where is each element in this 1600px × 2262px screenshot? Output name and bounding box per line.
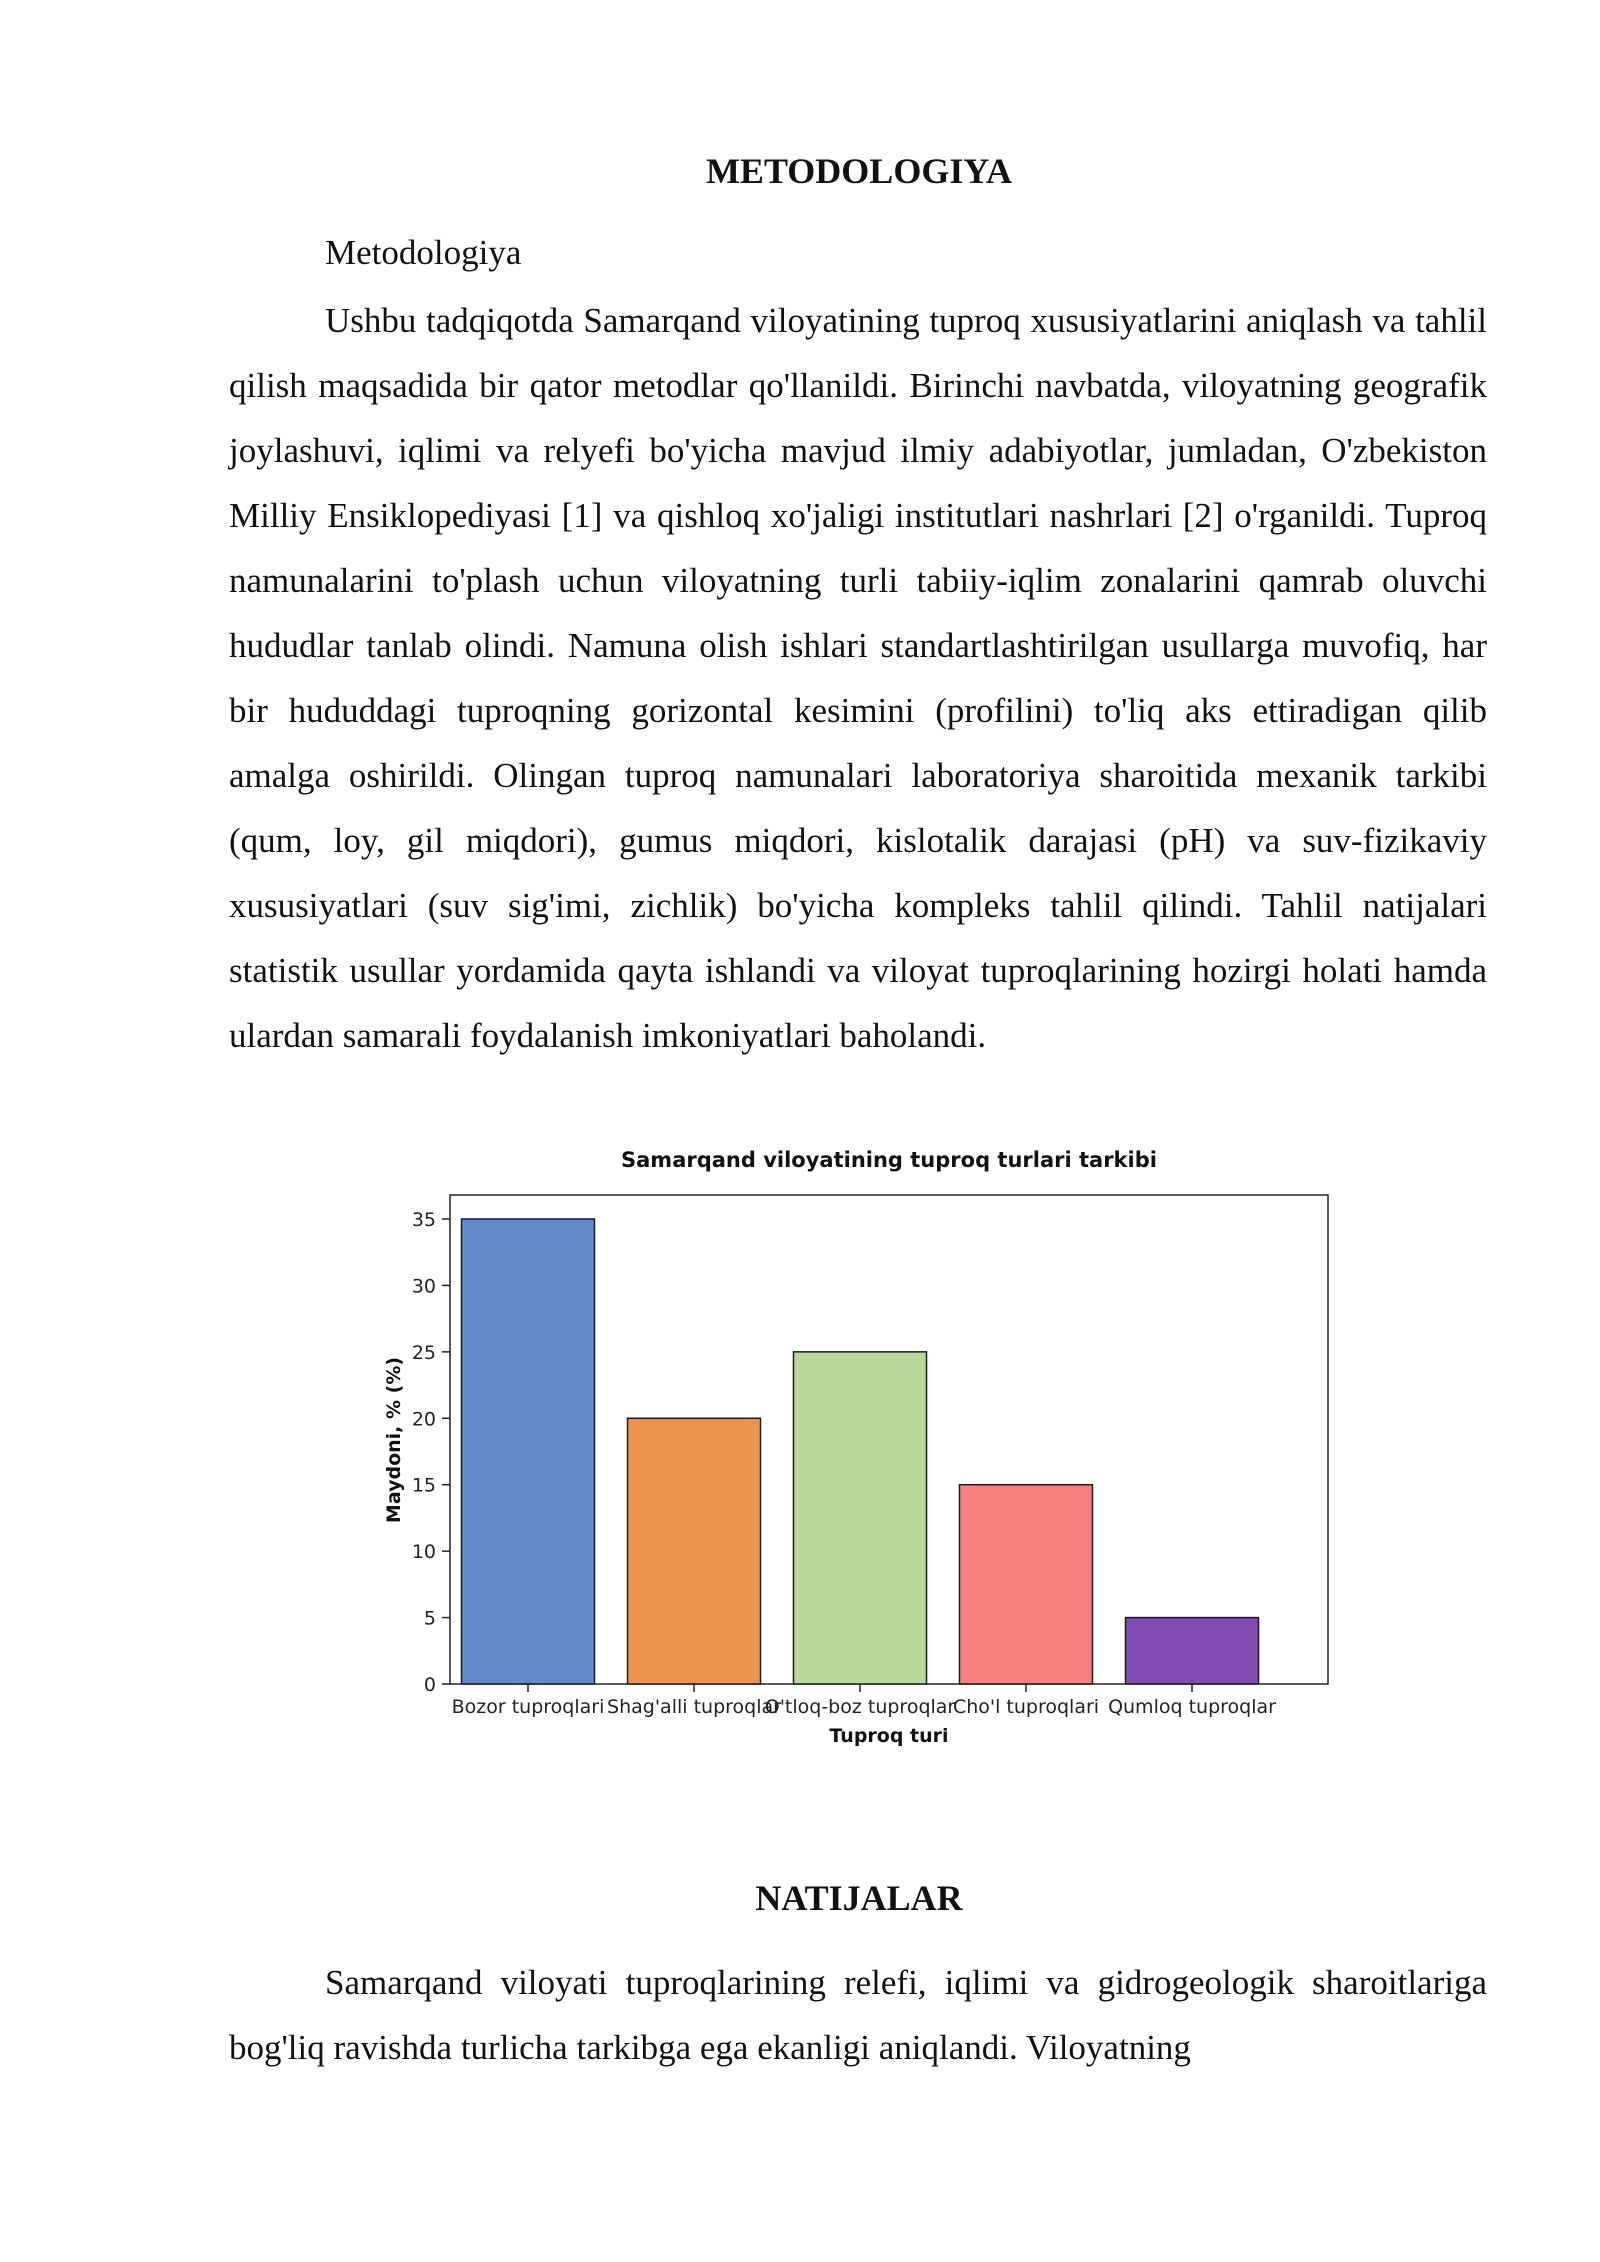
- y-tick-label-1: 5: [423, 1607, 436, 1630]
- y-axis: [412, 1209, 450, 1696]
- section-heading-methodology: METODOLOGIYA: [705, 151, 1013, 191]
- x-axis-label: Tuproq turi: [829, 1725, 949, 1747]
- y-tick-label-3: 15: [411, 1474, 436, 1497]
- x-tick-label-2: O'tloq-boz tuproqlar: [764, 1696, 956, 1718]
- section-heading-results: NATIJALAR: [755, 1878, 963, 1918]
- bar-3: [960, 1485, 1093, 1684]
- x-tick-label-0: Bozor tuproqlari: [451, 1696, 605, 1718]
- paragraph-results: Samarqand viloyati tuproqlarining relefi, iqlimi va gidrogeologik sharoitlariga bog'liq ravishda turlicha tarkibga ega ekanligi aniqlandi. Viloyatning: [229, 1963, 1487, 2067]
- paragraph-methodology: Ushbu tadqiqotda Samarqand viloyatining tuproq xususiyatlarini aniqlash va tahlil qilish maqsadida bir qator metodlar qo'llanildi. Birinchi navbatda, viloyatning geografik joylashuvi, iqlimi va relyefi bo'yicha mavjud ilmiy adabiyotlar, jumladan, O'zbekiston Milliy Ensiklopediyasi [1] va qishloq xo'jaligi institutlari nashrlari [2] o'rganildi. Tuproq namunalarini to'plash uchun viloyatning turli tabiiy-iqlim zonalarini qamrab oluvchi hududlar tanlab olindi. Namuna olish ishlari standartlashtirilgan usullarga muvofiq, har bir hududdagi tuproqning gorizontal kesimini (profilini) to'liq aks ettiradigan qilib amalga oshirildi. Olingan tuproq namunalari laboratoriya sharoitida mexanik tarkibi (qum, loy, gil miqdori), gumus miqdori, kislotalik darajasi (pH) va suv-fizikaviy xususiyatlari (suv sig'imi, zichlik) bo'yicha kompleks tahlil qilindi. Tahlil natijalari statistik usullar yordamida qayta ishlandi va viloyat tuproqlarining hozirgi holati hamda ulardan samarali foydalanish imkoniyatlari baholandi.: [229, 301, 1487, 1055]
- y-tick-label-0: 0: [423, 1674, 436, 1696]
- bar-0: [462, 1219, 595, 1684]
- x-tick-label-4: Qumloq tuproqlar: [1108, 1696, 1276, 1718]
- bar-chart: [350, 1145, 1330, 1755]
- subheading-methodology: Metodologiya: [325, 233, 522, 272]
- y-tick-label-5: 25: [411, 1341, 436, 1364]
- x-tick-label-1: Shag'alli tuproqlar: [607, 1696, 781, 1718]
- y-tick-label-2: 10: [411, 1541, 436, 1564]
- y-tick-label-6: 30: [411, 1275, 436, 1298]
- y-axis-label: Maydoni, % (%): [383, 1356, 405, 1524]
- bar-1: [628, 1418, 761, 1684]
- bar-2: [794, 1352, 927, 1684]
- bar-4: [1126, 1618, 1259, 1684]
- y-tick-label-7: 35: [411, 1209, 436, 1231]
- bar-series: [462, 1219, 1259, 1684]
- x-tick-label-3: Cho'l tuproqlari: [952, 1696, 1100, 1718]
- chart-title: Samarqand viloyatining tuproq turlari tarkibi: [621, 1148, 1157, 1172]
- y-tick-label-4: 20: [411, 1408, 436, 1431]
- x-axis: [452, 1684, 1277, 1718]
